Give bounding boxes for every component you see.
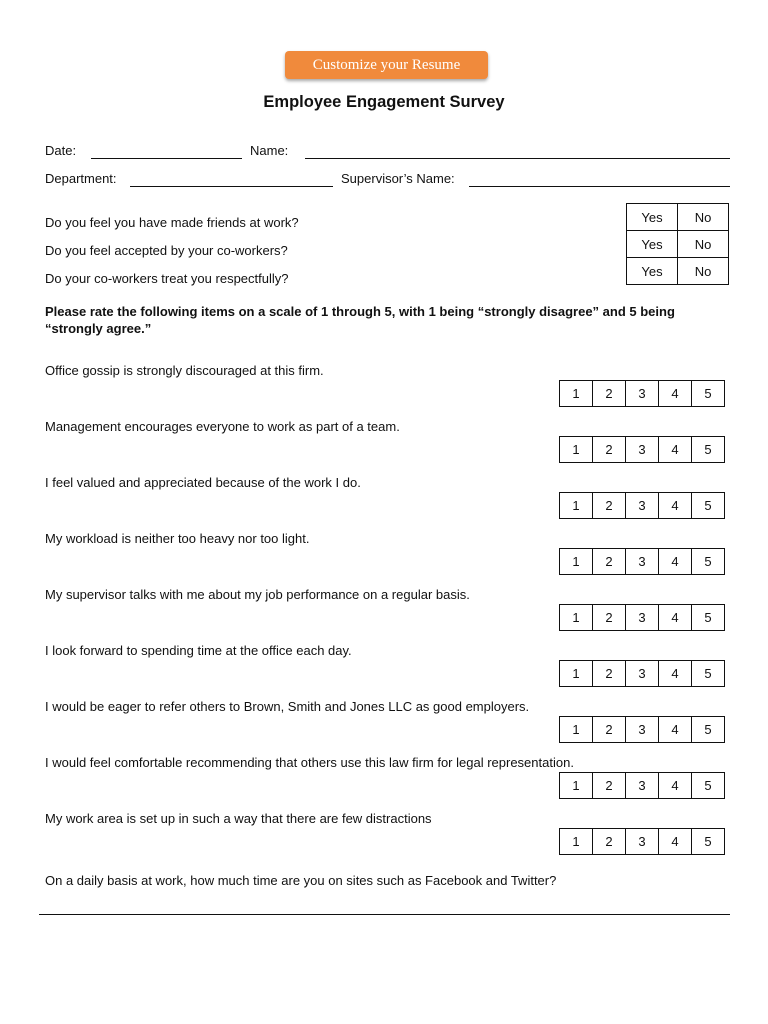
rating-option[interactable]: 2 xyxy=(592,380,626,407)
name-label: Name: xyxy=(250,143,289,158)
rating-option[interactable]: 5 xyxy=(691,380,725,407)
supervisor-field[interactable] xyxy=(469,186,730,187)
rating-scale xyxy=(559,660,725,687)
date-label: Date: xyxy=(45,143,77,158)
rating-option[interactable]: 5 xyxy=(691,716,725,743)
rating-option[interactable]: 5 xyxy=(691,660,725,687)
yes-option[interactable]: Yes xyxy=(627,204,678,231)
rating-scale xyxy=(559,436,725,463)
rating-option[interactable]: 3 xyxy=(625,492,659,519)
rating-option[interactable]: 1 xyxy=(559,548,593,575)
yes-no-question: Do your co-workers treat you respectfully? xyxy=(45,271,289,286)
rating-question: My workload is neither too heavy nor too light. xyxy=(45,531,310,546)
page-title: Employee Engagement Survey xyxy=(263,93,505,111)
rating-question: I would feel comfortable recommending that others use this law firm for legal representation. xyxy=(45,755,574,770)
rating-option[interactable]: 1 xyxy=(559,660,593,687)
rating-option[interactable]: 2 xyxy=(592,436,626,463)
rating-question: I would be eager to refer others to Brown, Smith and Jones LLC as good employers. xyxy=(45,699,530,714)
rating-option[interactable]: 3 xyxy=(625,772,659,799)
open-question: On a daily basis at work, how much time are you on sites such as Facebook and Twitter? xyxy=(45,873,557,888)
rating-option[interactable]: 4 xyxy=(658,380,692,407)
rating-option[interactable]: 4 xyxy=(658,436,692,463)
yes-no-question: Do you feel accepted by your co-workers? xyxy=(45,243,288,258)
rating-scale xyxy=(559,716,725,743)
date-field[interactable] xyxy=(91,158,242,159)
rating-option[interactable]: 4 xyxy=(658,548,692,575)
department-field[interactable] xyxy=(130,186,333,187)
rating-option[interactable]: 1 xyxy=(559,380,593,407)
customize-resume-button[interactable]: Customize your Resume xyxy=(285,51,488,79)
rating-option[interactable]: 1 xyxy=(559,604,593,631)
rating-option[interactable]: 3 xyxy=(625,380,659,407)
rating-option[interactable]: 1 xyxy=(559,828,593,855)
rating-question: My work area is set up in such a way that there are few distractions xyxy=(45,811,432,826)
rating-option[interactable]: 1 xyxy=(559,492,593,519)
rating-option[interactable]: 5 xyxy=(691,604,725,631)
supervisor-label: Supervisor’s Name: xyxy=(341,171,455,186)
table-row xyxy=(627,204,729,231)
rating-option[interactable]: 1 xyxy=(559,436,593,463)
rating-option[interactable]: 4 xyxy=(658,492,692,519)
rating-scale xyxy=(559,772,725,799)
name-field[interactable] xyxy=(305,158,730,159)
rating-scale xyxy=(559,828,725,855)
rating-question: Management encourages everyone to work as part of a team. xyxy=(45,419,400,434)
rating-option[interactable]: 2 xyxy=(592,716,626,743)
rating-option[interactable]: 2 xyxy=(592,660,626,687)
rating-option[interactable]: 1 xyxy=(559,716,593,743)
yes-option[interactable]: Yes xyxy=(627,231,678,258)
table-row xyxy=(627,258,729,285)
rating-scale xyxy=(559,492,725,519)
no-option[interactable]: No xyxy=(678,204,729,231)
rating-option[interactable]: 5 xyxy=(691,548,725,575)
rating-scale xyxy=(559,380,725,407)
yes-no-table xyxy=(626,203,729,285)
rating-option[interactable]: 3 xyxy=(625,828,659,855)
rating-scale xyxy=(559,604,725,631)
yes-no-question: Do you feel you have made friends at work? xyxy=(45,215,299,230)
rating-option[interactable]: 2 xyxy=(592,548,626,575)
rating-option[interactable]: 2 xyxy=(592,772,626,799)
rating-option[interactable]: 4 xyxy=(658,660,692,687)
rating-option[interactable]: 4 xyxy=(658,604,692,631)
rating-question: Office gossip is strongly discouraged at this firm. xyxy=(45,363,324,378)
rating-question: My supervisor talks with me about my job performance on a regular basis. xyxy=(45,587,470,602)
no-option[interactable]: No xyxy=(678,231,729,258)
rating-option[interactable]: 3 xyxy=(625,436,659,463)
rating-option[interactable]: 3 xyxy=(625,716,659,743)
rating-option[interactable]: 1 xyxy=(559,772,593,799)
rating-option[interactable]: 2 xyxy=(592,492,626,519)
rating-option[interactable]: 4 xyxy=(658,828,692,855)
rating-instructions: Please rate the following items on a scale of 1 through 5, with 1 being “strongly disagree” and 5 being “strongly agree.” xyxy=(45,304,675,336)
department-label: Department: xyxy=(45,171,117,186)
rating-option[interactable]: 5 xyxy=(691,772,725,799)
rating-option[interactable]: 4 xyxy=(658,716,692,743)
rating-option[interactable]: 5 xyxy=(691,492,725,519)
rating-question: I look forward to spending time at the office each day. xyxy=(45,643,352,658)
rating-option[interactable]: 4 xyxy=(658,772,692,799)
rating-option[interactable]: 3 xyxy=(625,660,659,687)
no-option[interactable]: No xyxy=(678,258,729,285)
rating-option[interactable]: 5 xyxy=(691,436,725,463)
table-row xyxy=(627,231,729,258)
rating-option[interactable]: 2 xyxy=(592,604,626,631)
rating-option[interactable]: 3 xyxy=(625,548,659,575)
rating-question: I feel valued and appreciated because of the work I do. xyxy=(45,475,361,490)
rating-option[interactable]: 5 xyxy=(691,828,725,855)
yes-option[interactable]: Yes xyxy=(627,258,678,285)
rating-scale xyxy=(559,548,725,575)
rating-option[interactable]: 3 xyxy=(625,604,659,631)
rating-option[interactable]: 2 xyxy=(592,828,626,855)
open-answer-line[interactable] xyxy=(39,914,730,915)
